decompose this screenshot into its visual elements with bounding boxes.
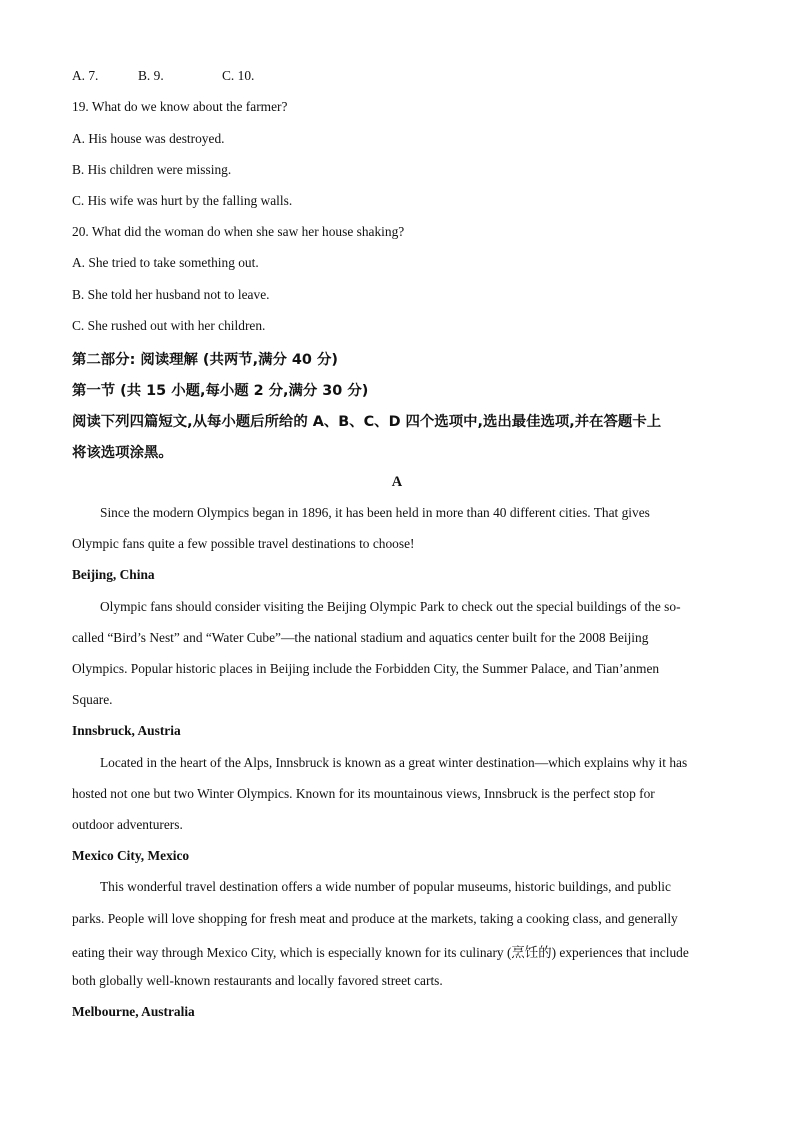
innsbruck-line-1: Located in the heart of the Alps, Innsbruck is known as a great winter destination—which explains why it has — [100, 755, 688, 770]
q18-option-b: B. 9. — [138, 68, 164, 83]
section-subtitle: 第一节 (共 15 小题,每小题 2 分,满分 30 分) — [72, 383, 369, 399]
beijing-heading: Beijing, China — [72, 567, 155, 582]
part-title: 第二部分: 阅读理解 (共两节,满分 40 分) — [72, 352, 338, 368]
q19-option-c: C. His wife was hurt by the falling walls. — [72, 193, 293, 208]
q20-option-c: C. She rushed out with her children. — [72, 318, 266, 333]
q20-question: 20. What did the woman do when she saw her house shaking? — [72, 224, 405, 239]
q18-option-c: C. 10. — [222, 68, 255, 83]
innsbruck-line-2: hosted not one but two Winter Olympics. Known for its mountainous views, Innsbruck is the perfect stop for — [72, 786, 655, 801]
intro-line-2: Olympic fans quite a few possible travel destinations to choose! — [72, 536, 415, 551]
melbourne-heading: Melbourne, Australia — [72, 1004, 195, 1019]
q18-option-a: A. 7. — [72, 68, 99, 83]
mexico-line-1: This wonderful travel destination offers a wide number of popular museums, historic buildings, and public — [100, 879, 671, 894]
q20-option-b: B. She told her husband not to leave. — [72, 287, 270, 302]
mexico-heading: Mexico City, Mexico — [72, 848, 190, 863]
q19-option-a: A. His house was destroyed. — [72, 131, 225, 146]
instruction-line-2: 将该选项涂黑。 — [72, 445, 173, 461]
beijing-line-3: Olympics. Popular historic places in Beijing include the Forbidden City, the Summer Palace, and Tian’anmen — [72, 661, 660, 676]
mexico-line-3: eating their way through Mexico City, which is especially known for its culinary (烹饪的) experiences that include — [72, 945, 689, 960]
mexico-line-4: both globally well-known restaurants and locally favored street carts. — [72, 973, 443, 988]
beijing-line-2: called “Bird’s Nest” and “Water Cube”—the national stadium and aquatics center built for the 2008 Beijing — [72, 630, 649, 645]
mexico-line-2: parks. People will love shopping for fresh meat and produce at the markets, taking a cooking class, and generally — [72, 911, 678, 926]
q20-option-a: A. She tried to take something out. — [72, 255, 259, 270]
passage-letter: A — [391, 474, 403, 490]
q19-question: 19. What do we know about the farmer? — [72, 99, 288, 114]
innsbruck-heading: Innsbruck, Austria — [72, 723, 181, 738]
instruction-line-1: 阅读下列四篇短文,从每小题后所给的 A、B、C、D 四个选项中,选出最佳选项,并在答题卡上 — [72, 414, 662, 430]
beijing-line-4: Square. — [72, 692, 113, 707]
innsbruck-line-3: outdoor adventurers. — [72, 817, 183, 832]
intro-line-1: Since the modern Olympics began in 1896, it has been held in more than 40 different cities. That gives — [100, 505, 650, 520]
beijing-line-1: Olympic fans should consider visiting the Beijing Olympic Park to check out the special buildings of the so- — [100, 599, 681, 614]
q19-option-b: B. His children were missing. — [72, 162, 232, 177]
q18-options — [72, 68, 254, 84]
